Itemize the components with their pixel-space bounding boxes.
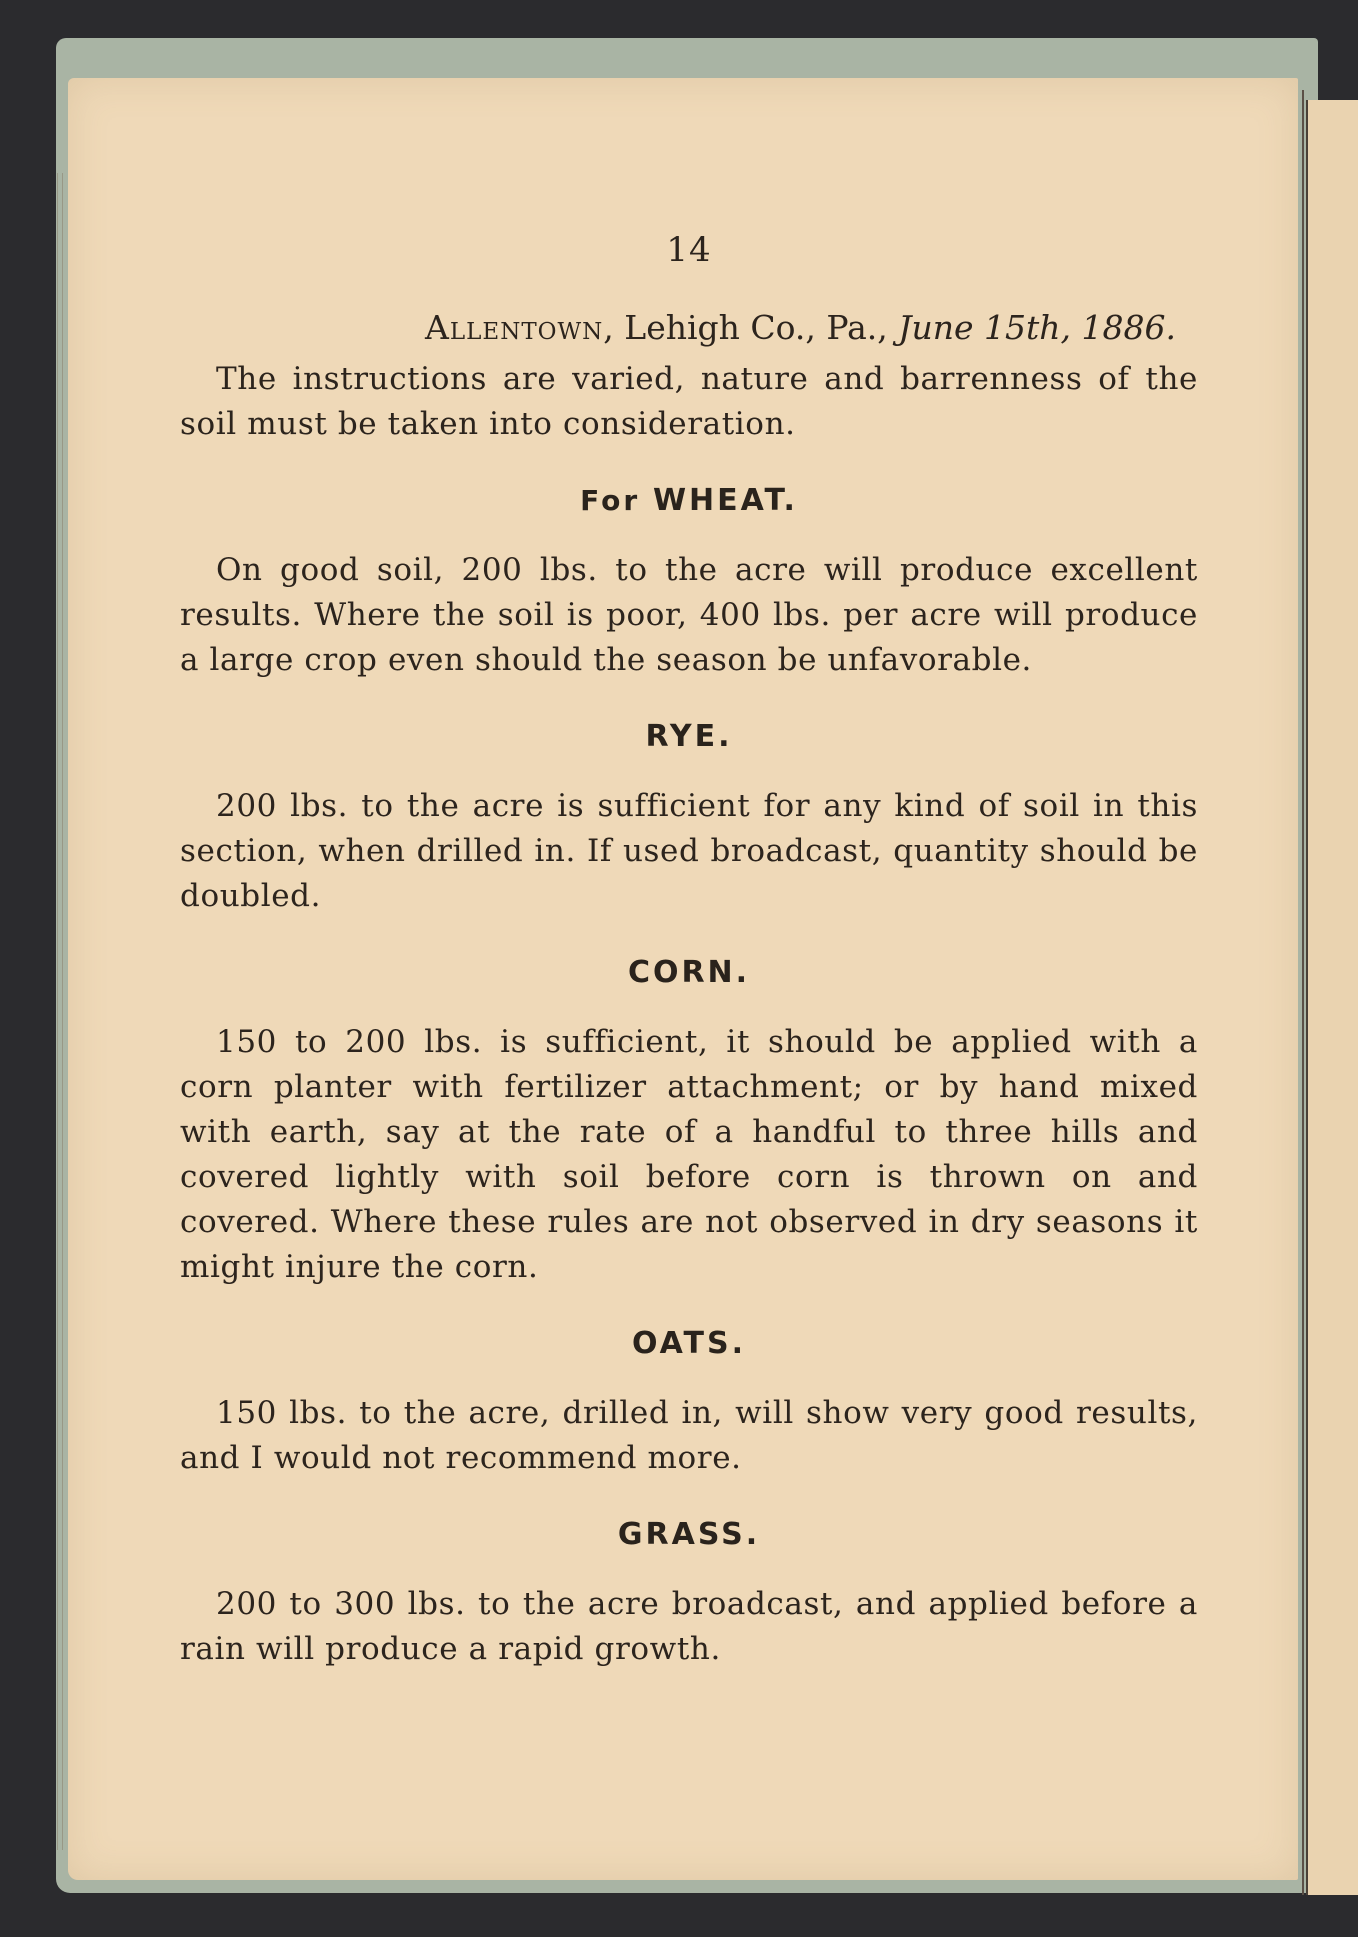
intro-paragraph: The instructions are varied, nature and barrenness of the soil must be taken into consideration.: [180, 361, 1198, 442]
dateline: [180, 308, 1198, 347]
section-heading-wheat: [180, 483, 1198, 518]
page-text: [180, 230, 1198, 1672]
section-text-rye: 200 lbs. to the acre is sufficient for any kind of soil in this section, when drilled in. If used broadcast, quantity should be doubled.: [180, 788, 1198, 914]
section-text-wheat: On good soil, 200 lbs. to the acre will produce excellent results. Where the soil is poor, 400 lbs. per acre will produce a large crop even should the season be unfavorable.: [180, 552, 1198, 678]
section-heading-oats: OATS.: [631, 1326, 747, 1361]
section-text-grass: 200 to 300 lbs. to the acre broadcast, and applied before a rain will produce a rapid growth.: [180, 1586, 1198, 1667]
section-heading-rye: RYE.: [645, 719, 733, 754]
page-edge-line: [62, 173, 63, 1850]
heading-prefix: For: [580, 484, 653, 517]
dateline-date: June 15th, 1886.: [898, 308, 1176, 347]
page-edge-line: [57, 173, 58, 1850]
booklet-spine: [1302, 90, 1304, 1895]
section-text-corn: 150 to 200 lbs. is sufficient, it should be applied with a corn planter with fertilizer attachment; or by hand mixed with earth, say at the rate of a handful to three hills and covered lightly with soil before corn is thrown on and covered. Where these rules are not observed in dry seasons it might injure the corn.: [180, 1024, 1198, 1285]
dateline-place: Allentown: [425, 308, 604, 347]
dateline-county: , Lehigh Co., Pa.,: [603, 308, 899, 347]
heading-text: WHEAT.: [652, 483, 798, 518]
section-heading-corn: CORN.: [627, 955, 751, 990]
section-text-oats: 150 lbs. to the acre, drilled in, will show very good results, and I would not recommend more.: [180, 1395, 1198, 1476]
page-number: 14: [666, 230, 712, 270]
facing-page-edge: [1306, 100, 1358, 1895]
section-heading-grass: GRASS.: [617, 1517, 761, 1552]
